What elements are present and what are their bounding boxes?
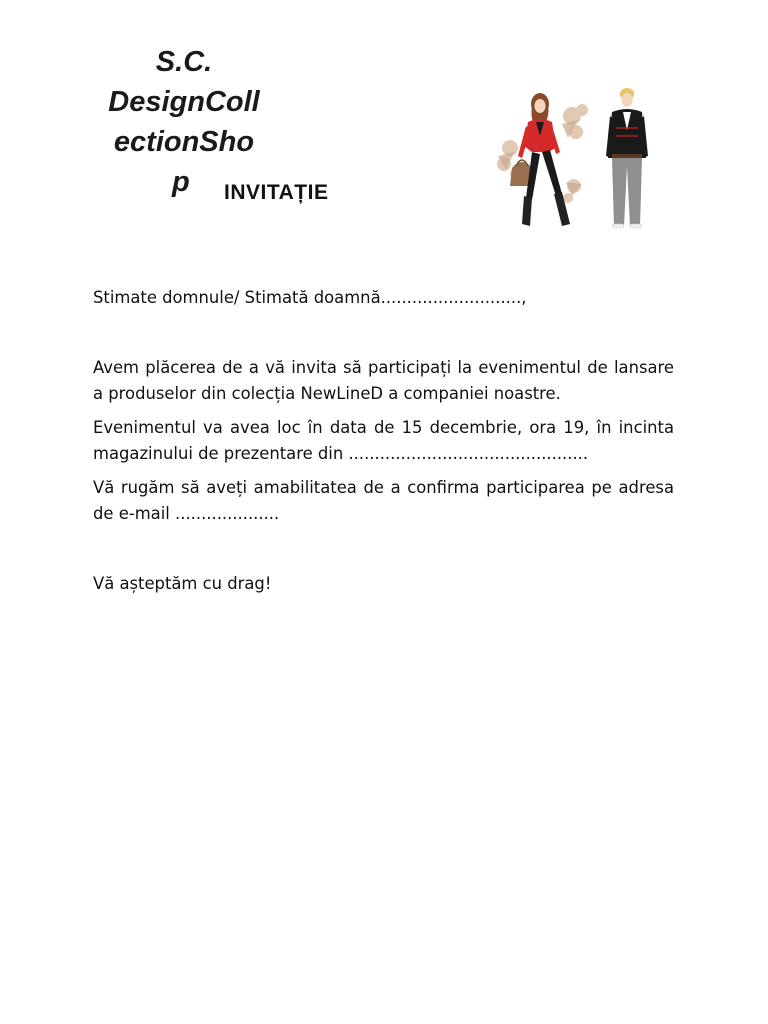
company-name-line: p xyxy=(172,166,190,198)
company-name xyxy=(100,42,268,202)
event-details-paragraph: Evenimentul va avea loc în data de 15 decembrie, ora 19, în incinta magazinului de prezentare din .............................................. xyxy=(93,418,674,463)
event-invitation-paragraph: Avem plăcerea de a vă invita să participați la evenimentul de lansare a produselor din colecția NewLineD a companiei noastre. xyxy=(93,358,674,403)
company-name-line: S.C. xyxy=(155,46,213,78)
woman-figure-icon xyxy=(510,93,570,226)
salutation: Stimate domnule/ Stimată doamnă..........................., xyxy=(93,288,527,307)
invitation-title: INVITAȚIE xyxy=(224,181,329,204)
company-name-line: ectionSho xyxy=(113,126,255,158)
company-name-line: DesignColl xyxy=(108,86,260,118)
closing-line: Vă așteptăm cu drag! xyxy=(93,574,272,593)
fashion-couple-illustration-icon xyxy=(492,86,662,236)
letter-body xyxy=(93,285,674,597)
man-figure-icon xyxy=(606,88,648,228)
rsvp-paragraph: Vă rugăm să aveți amabilitatea de a confirma participarea pe adresa de e-mail .................... xyxy=(93,478,674,523)
